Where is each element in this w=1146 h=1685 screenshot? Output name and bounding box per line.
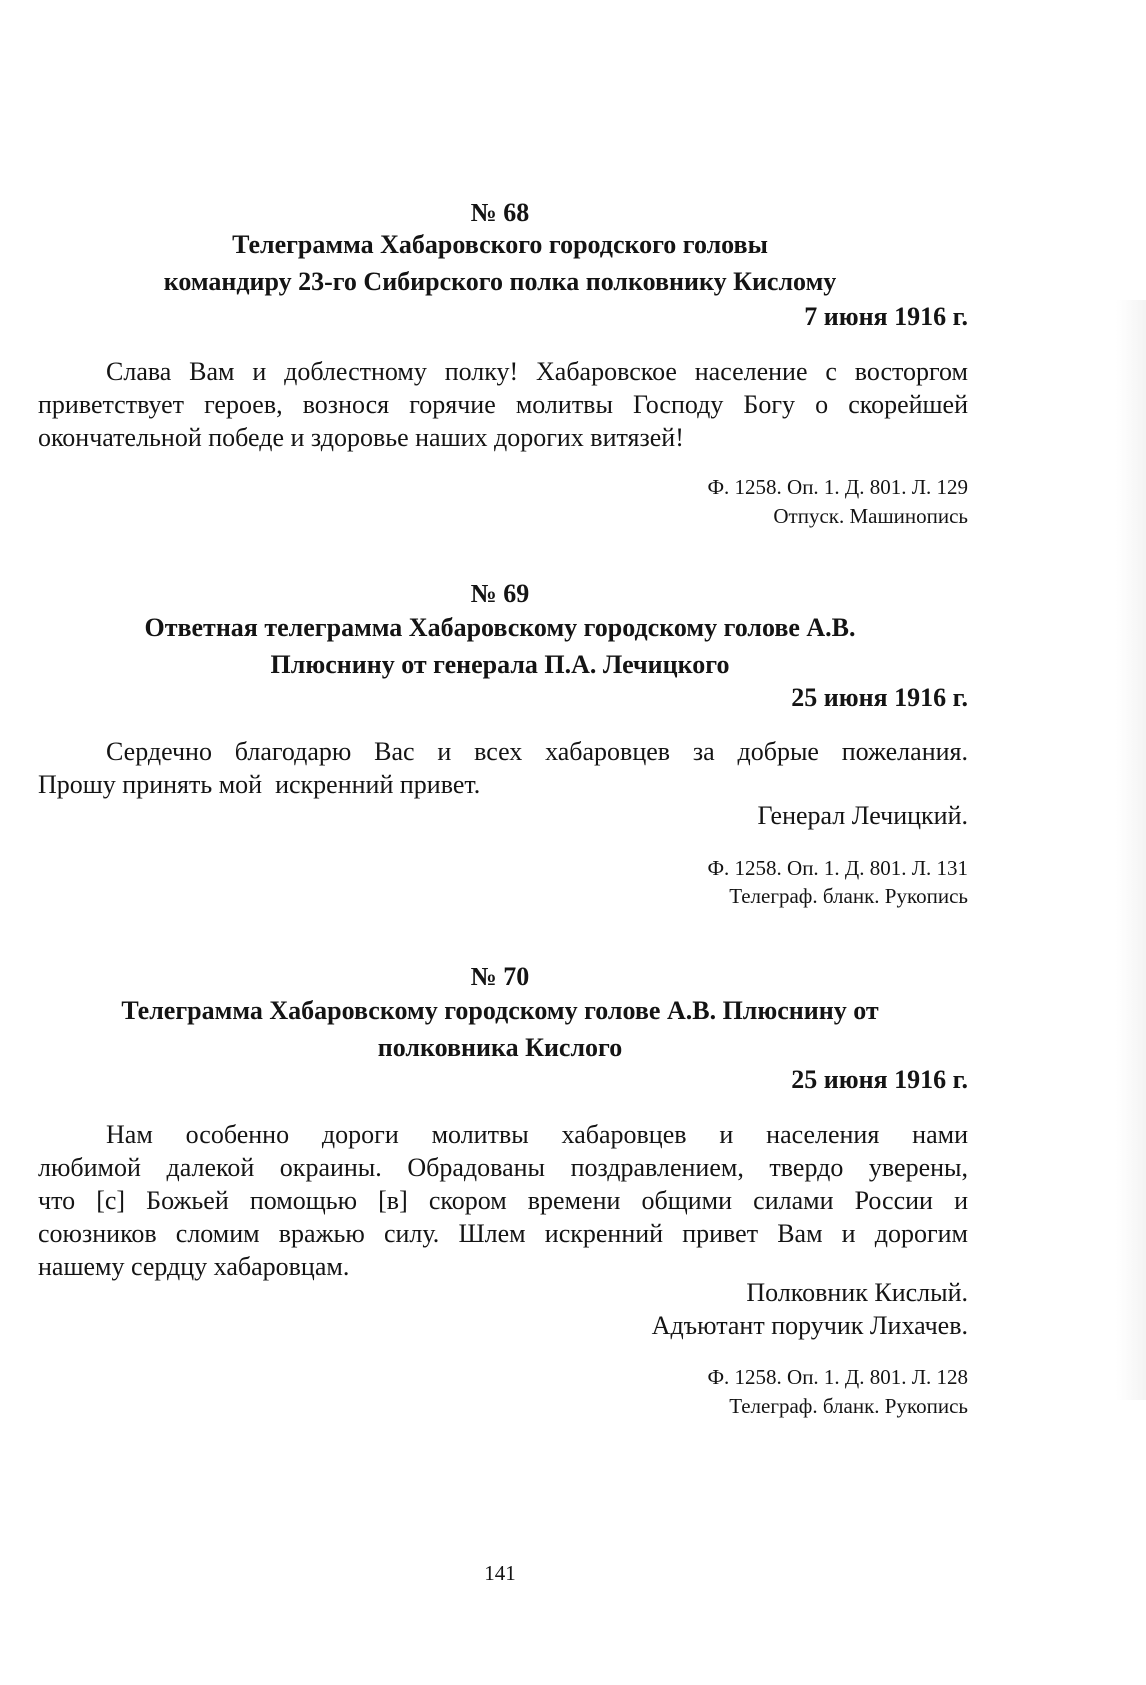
doc-70-title-line-2: полковника Кислого <box>377 1033 623 1062</box>
doc-70-body-line-1: Нам особенно дороги молитвы хабаровцев и населения нами <box>106 1120 968 1149</box>
doc-69-title <box>40 609 960 683</box>
doc-68-title <box>40 226 960 300</box>
doc-70-date: 25 июня 1916 г. <box>791 1065 968 1094</box>
page-number: 141 <box>484 1561 516 1585</box>
doc-69-date: 25 июня 1916 г. <box>791 683 968 712</box>
doc-68-title-line-1: Телеграмма Хабаровского городского головы <box>232 230 768 259</box>
doc-69-body <box>38 735 968 801</box>
doc-69-title-line-2: Плюснину от генерала П.А. Лечицкого <box>270 650 730 679</box>
doc-69-title-line-1: Ответная телеграмма Хабаровскому городскому голове А.В. <box>144 613 856 642</box>
doc-68-number: № 68 <box>470 198 530 227</box>
doc-70-body-line-4: союзников сломим вражью силу. Шлем искренний привет Вам и дорогим <box>38 1219 968 1248</box>
doc-70-title-line-1: Телеграмма Хабаровскому городскому голове А.В. Плюснину от <box>121 996 879 1025</box>
doc-70-body <box>38 1118 968 1283</box>
doc-70-signature-1: Полковник Кислый. <box>746 1278 968 1307</box>
doc-68-body-line-3: окончательной победе и здоровье наших дорогих витязей! <box>38 423 684 452</box>
doc-70-body-line-2: любимой далекой окраины. Обрадованы поздравлением, твердо уверены, <box>38 1153 968 1182</box>
doc-70-signature-2: Адъютант поручик Лихачев. <box>651 1311 968 1340</box>
doc-69-archive-type: Телеграф. бланк. Рукопись <box>729 884 968 908</box>
doc-70-archive-ref: Ф. 1258. Оп. 1. Д. 801. Л. 128 <box>707 1365 968 1389</box>
doc-69-signature-1: Генерал Лечицкий. <box>757 801 968 830</box>
doc-69-archive-ref: Ф. 1258. Оп. 1. Д. 801. Л. 131 <box>707 856 968 880</box>
doc-70-title <box>40 992 960 1066</box>
doc-68-body <box>38 355 968 454</box>
doc-68-title-line-2: командиру 23-го Сибирского полка полковнику Кислому <box>163 267 837 296</box>
doc-70-body-line-5: нашему сердцу хабаровцам. <box>38 1252 350 1281</box>
doc-69-number: № 69 <box>470 579 530 608</box>
doc-68-archive-type: Отпуск. Машинопись <box>773 504 968 528</box>
doc-70-archive-type: Телеграф. бланк. Рукопись <box>729 1394 968 1418</box>
doc-69-body-line-1: Сердечно благодарю Вас и всех хабаровцев за добрые пожелания. <box>106 737 968 766</box>
doc-70-body-line-3: что [с] Божьей помощью [в] скором времени общими силами России и <box>38 1186 968 1215</box>
doc-68-body-line-1: Слава Вам и доблестному полку! Хабаровское население с восторгом <box>106 357 968 386</box>
doc-69-body-line-2: Прошу принять мой искренний привет. <box>38 770 481 799</box>
doc-70-number: № 70 <box>470 962 530 991</box>
doc-68-body-line-2: приветствует героев, вознося горячие молитвы Господу Богу о скорейшей <box>38 390 968 419</box>
doc-68-date: 7 июня 1916 г. <box>804 302 968 331</box>
doc-68-archive-ref: Ф. 1258. Оп. 1. Д. 801. Л. 129 <box>707 475 968 499</box>
scan-edge-shadow <box>1116 300 1146 1400</box>
